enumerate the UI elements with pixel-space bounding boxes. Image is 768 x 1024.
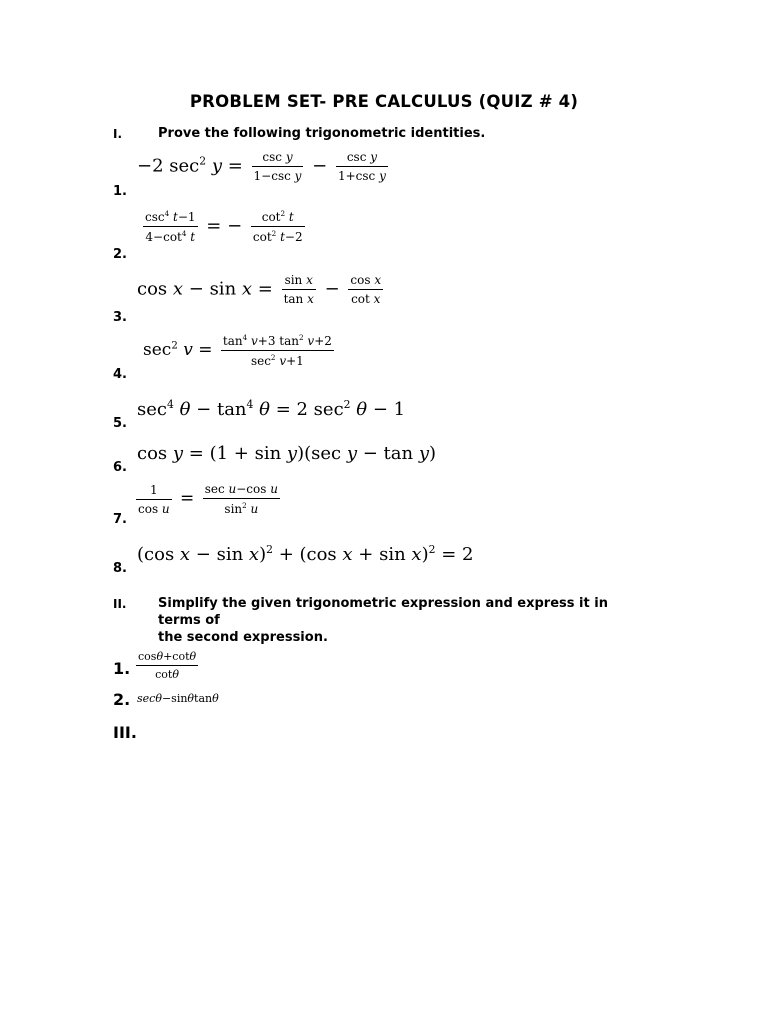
- identity-4-equation: $\sec^2 v$ = $\frac{\tan^4 v+3 \tan^2 v+2}{\sec^2 v+1}$: [143, 333, 332, 368]
- item-1-number: 1.: [113, 184, 127, 199]
- identity-8-equation: (cos x − sin x)$^2$ + (cos x + sin x)$^2$ = 2: [137, 543, 474, 565]
- identity-2-fraction-a: $\frac{\csc^4 t-1}{4-\cot^4 t}$: [145, 209, 196, 244]
- identity-6-equation: cos y = (1 + sin y)(sec y − tan y): [137, 443, 437, 464]
- section-2-heading-line-1: Simplify the given trigonometric expression and express it in: [158, 596, 608, 611]
- identity-1-fraction-a: $\frac{\text{csc y}}{\text{1−csc y}}$: [253, 150, 302, 183]
- identity-4-fraction: $\frac{\tan^4 v+3 \tan^2 v+2}{\sec^2 v+1}$: [222, 333, 332, 368]
- item-3-number: 3.: [113, 310, 127, 325]
- section-2-numeral: II.: [113, 597, 127, 611]
- simplify-2-expression: secθ−sinθtanθ: [137, 692, 219, 705]
- page-title: PROBLEM SET- PRE CALCULUS (QUIZ # 4): [189, 92, 579, 111]
- item-7-number: 7.: [113, 512, 127, 527]
- section-2-heading-line-3: the second expression.: [158, 630, 328, 645]
- identity-1-fraction-b: $\frac{\text{csc y}}{\text{1+csc y}}$: [337, 150, 386, 183]
- identity-3-equation: cos x − sin x = $\frac{\text{sin x}}{\text{tan x}}$ − $\frac{\text{cos x}}{\text{cot x}}$: [137, 273, 382, 306]
- section-1-heading: Prove the following trigonometric identities.: [158, 126, 486, 141]
- identity-2-equation: $\frac{\csc^4 t-1}{4-\cot^4 t}$ = − $\frac{\cot^2 t}{\cot^2 t-2}$: [145, 209, 303, 244]
- identity-3-fraction-a: $\frac{\text{sin x}}{\text{tan x}}$: [283, 273, 314, 306]
- section-2-item-1-number: 1.: [113, 659, 131, 678]
- identity-7-equation: $\frac{1}{\text{cos u}}$ = $\frac{\text{sec u−cos u}}{\sin^2 u}$: [138, 482, 278, 516]
- identity-7-fraction-a: $\frac{1}{\text{cos u}}$: [138, 482, 170, 516]
- identity-2-fraction-b: $\frac{\cot^2 t}{\cot^2 t-2}$: [252, 209, 303, 244]
- section-1-numeral: I.: [113, 127, 123, 141]
- section-3-numeral: III.: [113, 723, 137, 742]
- simplify-1-expression: [133, 650, 201, 681]
- item-4-number: 4.: [113, 367, 127, 382]
- identity-1-equation: −2 $\sec^2 y$ = $\frac{\text{csc y}}{\text{1−csc y}}$ − $\frac{\text{csc y}}{\text{1+csc y}}$: [137, 150, 386, 183]
- identity-7-fraction-b: $\frac{\text{sec u−cos u}}{\sin^2 u}$: [204, 482, 278, 516]
- section-2-heading-line-2: terms of: [158, 613, 220, 628]
- item-6-number: 6.: [113, 460, 127, 475]
- section-2-item-2-number: 2.: [113, 690, 131, 709]
- simplify-1-fraction: $\frac{\cos\theta+\cot\theta}{\cot\theta}$: [138, 650, 197, 681]
- identity-5-equation: $\sec^4 \theta - \tan^4 \theta = 2$ $\sec^2 \theta - 1$: [137, 398, 406, 420]
- item-8-number: 8.: [113, 561, 127, 576]
- item-5-number: 5.: [113, 416, 127, 431]
- identity-3-fraction-b: $\frac{\text{cos x}}{\text{cot x}}$: [350, 273, 382, 306]
- section-2-heading: [158, 595, 658, 646]
- item-2-number: 2.: [113, 247, 127, 262]
